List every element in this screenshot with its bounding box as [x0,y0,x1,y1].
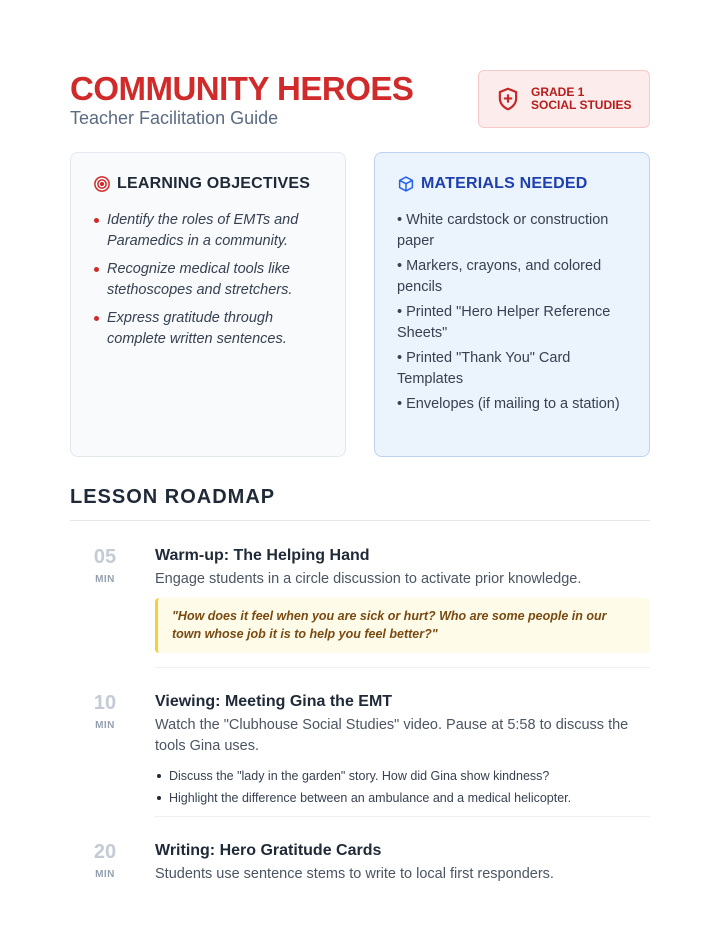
list-item: Identify the roles of EMTs and Paramedics in a community. [93,210,333,252]
materials-list [397,210,637,419]
list-item: Discuss the "lady in the garden" story. How did Gina show kindness? [155,765,650,787]
step-title: Writing: Hero Gratitude Cards [155,842,382,859]
badge-text [531,86,631,112]
step-minutes-unit: MIN [95,869,115,880]
divider [155,816,650,817]
step-minutes-unit: MIN [95,720,115,731]
divider [70,520,650,521]
list-item: Recognize medical tools like stethoscopes and stretchers. [93,259,333,301]
list-item: • Markers, crayons, and colored pencils [397,258,602,295]
step-minutes: 10 [93,692,117,714]
step-description: Watch the "Clubhouse Social Studies" video. Pause at 5:58 to discuss the tools Gina uses. [155,717,629,754]
target-icon [93,175,111,193]
materials-heading-label: MATERIALS NEEDED [421,175,588,192]
box-icon [397,175,415,193]
list-item: • Printed "Thank You" Card Templates [397,350,571,387]
page-header [70,70,650,132]
step-title: Viewing: Meeting Gina the EMT [155,693,393,710]
list-item: • White cardstock or construction paper [397,212,609,249]
step-title: Warm-up: The Helping Hand [155,547,370,564]
step-minutes: 05 [93,546,117,568]
discussion-quote: "How does it feel when you are sick or hurt? Who are some people in our town whose job it is to help you feel better?" [155,598,650,653]
grade-badge [478,70,650,128]
step-body [155,545,650,653]
step-description: Students use sentence stems to write to local first responders. [155,866,554,882]
roadmap-heading: LESSON ROADMAP [70,486,276,508]
materials-heading [397,175,587,193]
divider [155,667,650,668]
step-body [155,840,650,885]
objectives-heading-label: LEARNING OBJECTIVES [117,175,311,192]
list-item: • Printed "Hero Helper Reference Sheets" [397,304,611,341]
step-description: Engage students in a circle discussion to activate prior knowledge. [155,571,582,587]
list-item: Express gratitude through complete written sentences. [93,308,333,350]
roadmap-step-writing [70,840,650,900]
page-subtitle: Teacher Facilitation Guide [70,108,279,128]
materials-card [374,152,650,457]
step-bullets [155,765,650,809]
learning-objectives-card [70,152,346,457]
step-minutes: 20 [93,841,117,863]
step-minutes-unit: MIN [95,574,115,585]
list-item: • Envelopes (if mailing to a station) [397,396,620,412]
shield-plus-icon [495,86,521,112]
step-body [155,691,650,809]
objectives-heading [93,175,310,193]
roadmap-step-viewing [70,691,650,806]
roadmap-step-warmup [70,545,650,655]
badge-grade: GRADE 1 [531,85,585,99]
objectives-list [93,210,333,357]
page-title: COMMUNITY HEROES [70,70,414,107]
badge-subject: SOCIAL STUDIES [531,98,632,112]
list-item: Highlight the difference between an ambulance and a medical helicopter. [155,787,650,809]
